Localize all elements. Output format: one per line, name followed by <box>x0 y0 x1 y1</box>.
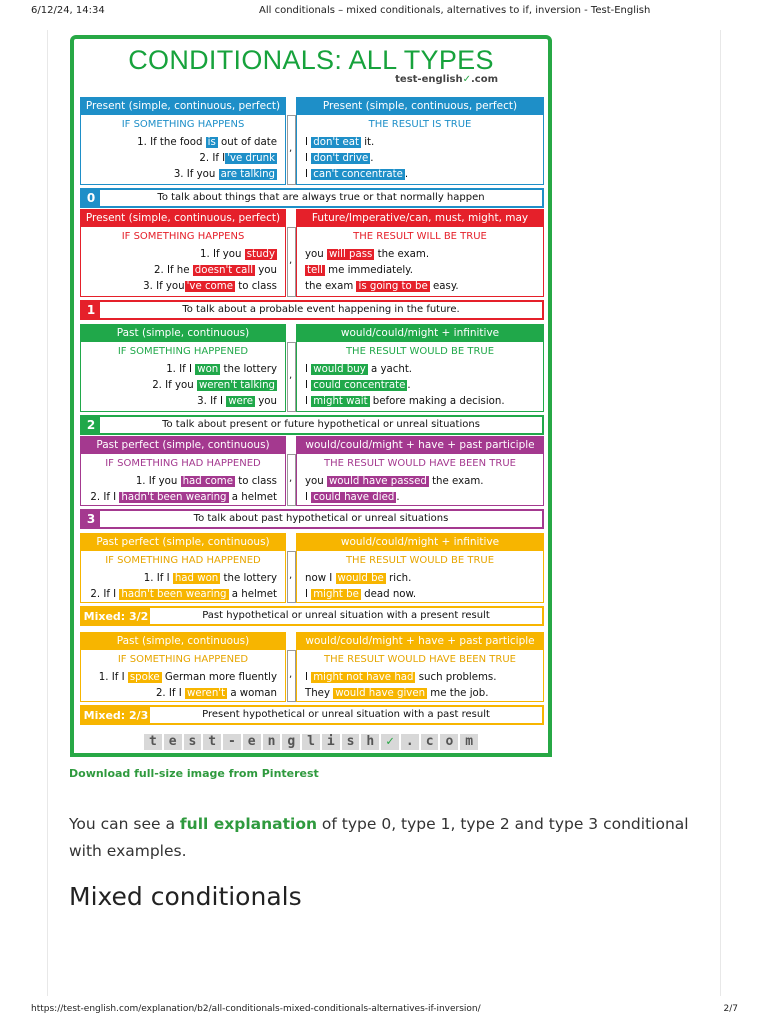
result-clause-example <box>305 492 400 503</box>
logo-letter: o <box>440 734 458 750</box>
example-text: to class <box>235 476 277 487</box>
highlighted-verb: 've come <box>186 281 233 292</box>
comma-separator: , <box>287 650 296 702</box>
highlighted-verb: spoke <box>129 672 160 683</box>
highlighted-verb: hadn't been wearing <box>121 589 227 600</box>
highlighted-verb: weren't <box>186 688 226 699</box>
left-header: Past perfect (simple, continuous) <box>80 436 286 454</box>
if-clause-example <box>154 265 277 276</box>
example-text: 1. If I <box>98 672 128 683</box>
check-icon: ✓ <box>462 74 471 85</box>
highlighted-verb: would be <box>337 573 384 584</box>
example-text: 2. If he <box>153 265 193 276</box>
highlighted-verb: study <box>246 249 275 260</box>
usage-description: To talk about a probable event happening in the future. <box>182 304 460 315</box>
logo-letter: . <box>401 734 419 750</box>
if-clause-subtitle: IF SOMETHING HAD HAPPENED <box>105 555 261 566</box>
example-text: the lottery <box>220 573 277 584</box>
result-clause-example <box>305 688 488 699</box>
right-header: would/could/might + have + past participle <box>296 436 544 454</box>
highlighted-verb: don't eat <box>313 137 359 148</box>
if-clause-example <box>166 364 277 375</box>
infographic-title: CONDITIONALS: ALL TYPES <box>128 45 494 75</box>
logo-letter: h <box>361 734 379 750</box>
highlighted-verb: might not have had <box>313 672 414 683</box>
result-clause-box <box>296 454 544 506</box>
result-clause-subtitle: THE RESULT WOULD BE TRUE <box>345 555 495 566</box>
usage-description: Past hypothetical or unreal situation with a present result <box>202 610 490 621</box>
left-header: Present (simple, continuous, perfect) <box>80 209 286 227</box>
if-clause-box <box>80 650 286 702</box>
example-text: I <box>305 380 312 391</box>
highlighted-verb: might wait <box>313 396 368 407</box>
page-url: https://test-english.com/explanation/b2/all-conditionals-mixed-conditionals-alternatives-if-inversion/ <box>31 1004 481 1014</box>
left-header: Present (simple, continuous, perfect) <box>80 97 286 115</box>
right-header: would/could/might + infinitive <box>296 533 544 551</box>
right-header: Future/Imperative/can, must, might, may <box>296 209 544 227</box>
example-text: 2. If you <box>152 380 197 391</box>
if-clause-example <box>200 249 277 260</box>
if-clause-box <box>80 227 286 297</box>
comma-separator: , <box>287 454 296 506</box>
if-clause-subtitle: IF SOMETHING HAPPENED <box>117 346 249 357</box>
example-text: 1. If the food <box>137 137 206 148</box>
if-clause-box <box>80 454 286 506</box>
example-text: . <box>370 153 374 164</box>
conditional-type-label: 1 <box>82 302 100 318</box>
result-clause-example <box>305 573 411 584</box>
highlighted-verb: had come <box>182 476 233 487</box>
result-clause-example <box>305 589 416 600</box>
browser-print-footer <box>0 998 768 1024</box>
result-clause-example <box>305 169 408 180</box>
content-border-right <box>720 30 721 996</box>
highlighted-verb: would buy <box>313 364 366 375</box>
if-clause-box <box>80 115 286 185</box>
example-text: . <box>404 169 409 180</box>
logo-check-icon: ✓ <box>381 734 399 750</box>
if-clause-box <box>80 342 286 412</box>
highlighted-verb: hadn't been wearing <box>121 492 227 503</box>
highlighted-verb: were <box>228 396 254 407</box>
usage-bar <box>80 509 544 529</box>
result-clause-example <box>305 137 374 148</box>
highlighted-verb: won <box>197 364 219 375</box>
example-text: . <box>396 492 400 503</box>
result-clause-example <box>305 380 411 391</box>
usage-bar <box>80 300 544 320</box>
if-clause-subtitle: IF SOMETHING HAD HAPPENED <box>105 458 261 469</box>
result-clause-example <box>305 672 496 683</box>
result-clause-example <box>305 476 484 487</box>
example-text: the exam. <box>374 249 430 260</box>
example-text: you <box>305 476 327 487</box>
if-clause-example <box>99 672 277 683</box>
conditionals-infographic[interactable] <box>70 35 552 757</box>
if-clause-box <box>80 551 286 603</box>
section-heading: Mixed conditionals <box>69 882 302 911</box>
highlighted-verb: would have given <box>335 688 426 699</box>
example-text: I <box>305 672 312 683</box>
logo-letter: e <box>243 734 261 750</box>
result-clause-example <box>305 249 429 260</box>
example-text: such problems. <box>415 672 497 683</box>
example-text: a helmet <box>228 492 277 503</box>
highlighted-verb: don't drive <box>313 153 369 164</box>
logo-letter: m <box>460 734 478 750</box>
example-text: me the job. <box>427 688 489 699</box>
example-text: I <box>305 396 312 407</box>
comma-separator: , <box>287 342 296 412</box>
highlighted-verb: 've drunk <box>227 153 275 164</box>
example-text: 1. If you <box>135 476 181 487</box>
example-text: 3. If you <box>173 169 219 180</box>
example-text: 3. If you <box>143 281 185 292</box>
logo-letter: i <box>322 734 340 750</box>
if-clause-example <box>136 476 277 487</box>
usage-bar <box>80 705 544 725</box>
result-clause-example <box>305 153 373 164</box>
example-text: dead now. <box>360 589 417 600</box>
example-text: a yacht. <box>367 364 413 375</box>
comma-separator: , <box>287 551 296 603</box>
example-text: 2. If I <box>155 688 185 699</box>
page-counter: 2/7 <box>723 1004 738 1014</box>
example-text: the exam. <box>428 476 484 487</box>
result-clause-subtitle: THE RESULT WOULD HAVE BEEN TRUE <box>324 654 516 665</box>
result-clause-example <box>305 265 413 276</box>
conditional-type-label: Mixed: 3/2 <box>83 610 149 623</box>
if-clause-example <box>90 589 277 600</box>
highlighted-verb: doesn't call <box>194 265 254 276</box>
if-clause-example <box>199 153 277 164</box>
usage-bar <box>80 415 544 435</box>
example-text: 2. If I <box>90 589 120 600</box>
infographic-brand <box>395 74 498 85</box>
example-text: I <box>305 137 312 148</box>
result-clause-example <box>305 364 412 375</box>
example-text: out of date <box>217 137 277 148</box>
content-border-left <box>47 30 48 996</box>
example-text: 1. If you <box>199 249 245 260</box>
example-text: I <box>305 364 312 375</box>
usage-description: To talk about past hypothetical or unreal situations <box>193 513 449 524</box>
left-header: Past (simple, continuous) <box>80 632 286 650</box>
example-text: 2. If I <box>90 492 120 503</box>
browser-print-header <box>0 0 768 20</box>
highlighted-verb: is <box>207 137 216 148</box>
example-text: before making a decision. <box>369 396 505 407</box>
example-text: you <box>255 396 277 407</box>
result-clause-example <box>305 396 505 407</box>
example-text: you <box>255 265 277 276</box>
example-text: rich. <box>385 573 412 584</box>
result-clause-subtitle: THE RESULT WOULD BE TRUE <box>345 346 495 357</box>
result-clause-subtitle: THE RESULT WILL BE TRUE <box>353 231 487 242</box>
brand-tld: .com <box>470 74 498 85</box>
result-clause-box <box>296 342 544 412</box>
example-text: I <box>305 153 312 164</box>
left-header: Past perfect (simple, continuous) <box>80 533 286 551</box>
para-text-end: of type 0, type 1, type 2 and type 3 conditional with examples. <box>69 815 689 860</box>
conditional-type-label: 0 <box>82 190 100 206</box>
logo-letter: l <box>302 734 320 750</box>
brand-text: test-english <box>395 74 463 85</box>
right-header: would/could/might + infinitive <box>296 324 544 342</box>
logo-letter: t <box>144 734 162 750</box>
para-text: You can see a <box>69 815 180 833</box>
usage-bar <box>80 188 544 208</box>
intro-paragraph <box>69 811 709 865</box>
logo-letter: - <box>223 734 241 750</box>
logo-letter: s <box>342 734 360 750</box>
right-header: would/could/might + have + past participle <box>296 632 544 650</box>
result-clause-box <box>296 551 544 603</box>
logo-letter: c <box>421 734 439 750</box>
if-clause-subtitle: IF SOMETHING HAPPENS <box>121 119 245 130</box>
conditional-type-label: 3 <box>82 511 100 527</box>
comma-separator: , <box>287 115 296 185</box>
print-datetime: 6/12/24, 14:34 <box>31 5 105 16</box>
example-text: 1. If I <box>166 364 196 375</box>
logo-letter: n <box>263 734 281 750</box>
download-pinterest-link[interactable]: Download full-size image from Pinterest <box>69 767 319 780</box>
example-text: you <box>305 249 327 260</box>
example-text: to class <box>235 281 277 292</box>
highlighted-verb: had won <box>174 573 219 584</box>
comma-separator: , <box>287 227 296 297</box>
if-clause-example <box>156 688 277 699</box>
usage-description: To talk about present or future hypothetical or unreal situations <box>162 419 480 430</box>
example-text: a woman <box>227 688 277 699</box>
example-text: easy. <box>429 281 459 292</box>
example-text: I <box>305 589 312 600</box>
infographic-logo <box>144 734 478 750</box>
example-text: it. <box>360 137 375 148</box>
usage-bar <box>80 606 544 626</box>
highlighted-verb: are talking <box>220 169 275 180</box>
page-title: All conditionals – mixed conditionals, alternatives to if, inversion - Test-English <box>259 5 651 16</box>
example-text: the lottery <box>220 364 277 375</box>
highlighted-verb: would have passed <box>328 476 427 487</box>
example-text: I <box>305 492 312 503</box>
highlighted-verb: could concentrate <box>313 380 406 391</box>
example-text: 1. If I <box>143 573 173 584</box>
example-text: . <box>407 380 411 391</box>
if-clause-example <box>90 492 277 503</box>
if-clause-example <box>137 137 277 148</box>
example-text: 2. If I <box>199 153 226 164</box>
highlighted-verb: weren't talking <box>198 380 275 391</box>
full-explanation-link[interactable]: full explanation <box>179 815 317 833</box>
result-clause-box <box>296 115 544 185</box>
example-text: a helmet <box>228 589 277 600</box>
left-header: Past (simple, continuous) <box>80 324 286 342</box>
highlighted-verb: tell <box>307 265 323 276</box>
if-clause-example <box>174 169 277 180</box>
usage-description: Present hypothetical or unreal situation with a past result <box>202 709 490 720</box>
conditional-type-label: 2 <box>82 417 100 433</box>
result-clause-subtitle: THE RESULT WOULD HAVE BEEN TRUE <box>324 458 516 469</box>
usage-description: To talk about things that are always true or that normally happen <box>157 192 485 203</box>
logo-letter: t <box>203 734 221 750</box>
example-text: the exam <box>305 281 357 292</box>
example-text: They <box>305 688 334 699</box>
if-clause-subtitle: IF SOMETHING HAPPENED <box>117 654 249 665</box>
example-text: now I <box>305 573 336 584</box>
result-clause-subtitle: THE RESULT IS TRUE <box>368 119 472 130</box>
result-clause-box <box>296 227 544 297</box>
logo-letter: e <box>164 734 182 750</box>
example-text: I <box>305 169 312 180</box>
if-clause-subtitle: IF SOMETHING HAPPENS <box>121 231 245 242</box>
logo-letter: s <box>184 734 202 750</box>
conditional-type-label: Mixed: 2/3 <box>83 709 149 722</box>
if-clause-example <box>144 573 277 584</box>
if-clause-example <box>197 396 277 407</box>
if-clause-example <box>152 380 277 391</box>
highlighted-verb: is going to be <box>358 281 428 292</box>
highlighted-verb: could have died <box>313 492 395 503</box>
example-text: German more fluently <box>161 672 277 683</box>
logo-letter: g <box>282 734 300 750</box>
highlighted-verb: will pass <box>328 249 373 260</box>
result-clause-example <box>305 281 459 292</box>
example-text: 3. If I <box>197 396 227 407</box>
highlighted-verb: can't concentrate <box>313 169 403 180</box>
example-text: me immediately. <box>324 265 413 276</box>
highlighted-verb: might be <box>313 589 359 600</box>
right-header: Present (simple, continuous, perfect) <box>296 97 544 115</box>
result-clause-box <box>296 650 544 702</box>
if-clause-example <box>143 281 277 292</box>
